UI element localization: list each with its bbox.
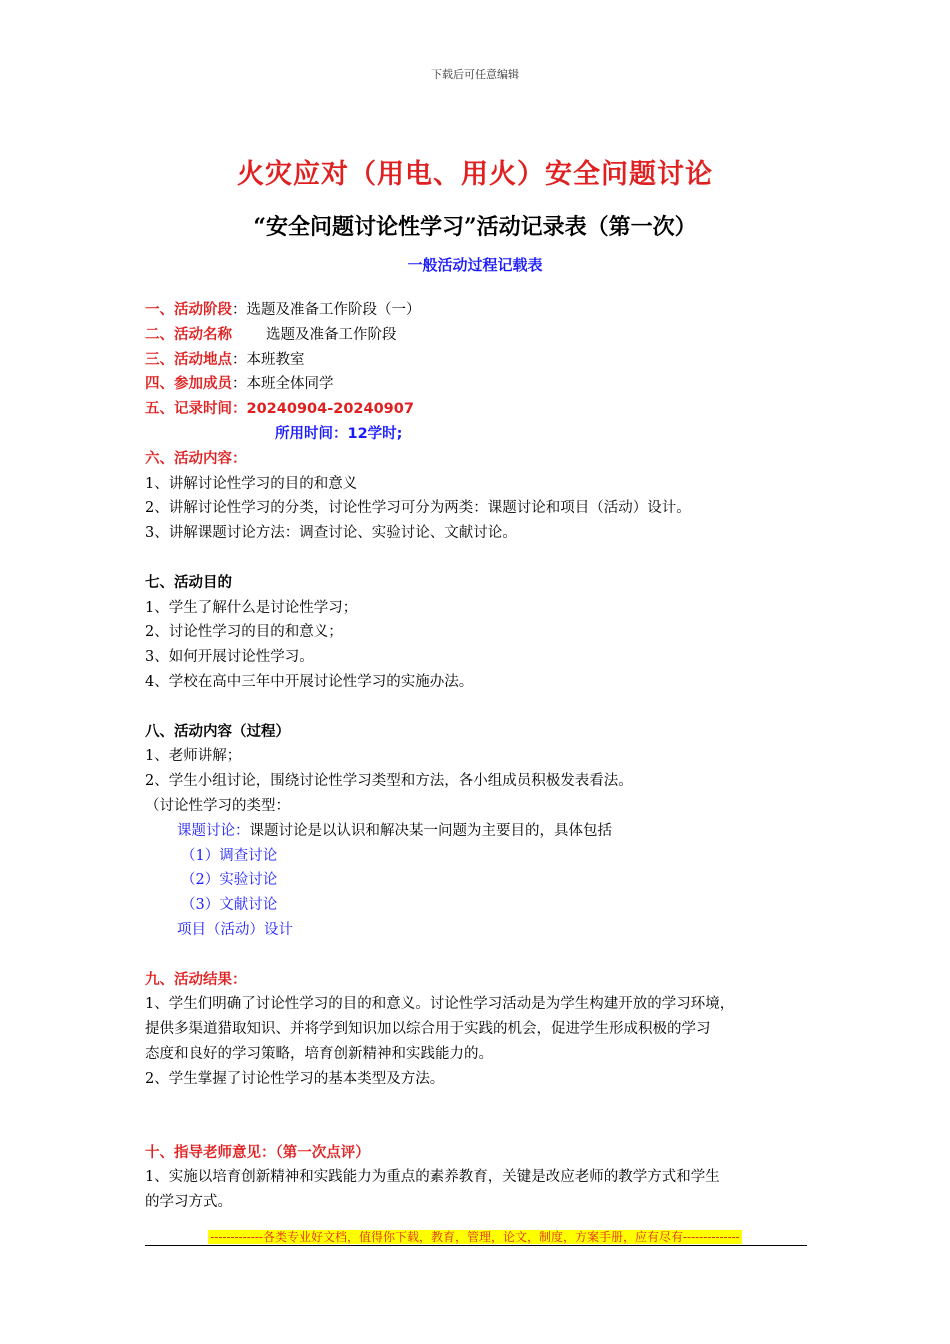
paragraph-line: 1、实施以培育创新精神和实践能力为重点的素养教育，关键是改应老师的教学方式和学生 xyxy=(145,1169,720,1186)
list-item: 4、学校在高中三年中开展讨论性学习的实施办法。 xyxy=(145,673,474,690)
field-stage-label: 一、活动阶段 xyxy=(145,302,232,318)
document-subtitle: “安全问题讨论性学习”活动记录表（第一次） xyxy=(253,214,697,240)
field-stage-value: 选题及准备工作阶段（一） xyxy=(246,302,421,318)
footer-rule xyxy=(145,1245,807,1246)
field-place xyxy=(145,348,825,373)
paragraph-line: 2、学生掌握了讨论性学习的基本类型及方法。 xyxy=(145,1070,445,1087)
field-duration-value: 所用时间：12学时; xyxy=(275,425,403,442)
document-body xyxy=(145,298,825,1215)
field-name-label: 二、活动名称 xyxy=(145,326,232,343)
list-item: 1、老师讲解； xyxy=(145,748,242,765)
field-time xyxy=(145,397,825,422)
section-6-heading: 六、活动内容： xyxy=(145,450,247,467)
field-members-label: 四、参加成员 xyxy=(145,376,232,393)
form-title: 一般活动过程记载表 xyxy=(407,256,543,274)
list-item: 2、讨论性学习的目的和意义； xyxy=(145,624,343,641)
paragraph-line: 1、学生们明确了讨论性学习的目的和意义。讨论性学习活动是为学生构建开放的学习环境， xyxy=(145,996,735,1013)
paragraph-line: 提供多渠道猎取知识、并将学到知识加以综合用于实践的机会，促进学生形成积极的学习 xyxy=(145,1021,711,1038)
paragraph-line: 的学习方式。 xyxy=(145,1194,232,1211)
footer-banner-text: -------------各类专业好文档，值得你下载，教育，管理，论文，制度，方案手册，应有尽有-------------- xyxy=(210,1230,740,1244)
topic-discussion-desc: 课题讨论是以认识和解决某一问题为主要目的，具体包括 xyxy=(249,822,612,839)
list-item: 2、讲解讨论性学习的分类，讨论性学习可分为两类：课题讨论和项目（活动）设计。 xyxy=(145,500,691,517)
field-members-value: 本班全体同学 xyxy=(246,376,334,393)
field-members-sep: ： xyxy=(232,376,247,393)
field-place-value: 本班教室 xyxy=(246,351,305,368)
list-item: 3、如何开展讨论性学习。 xyxy=(145,649,314,666)
field-time-label: 五、记录时间： xyxy=(145,401,247,418)
section-8-heading: 八、活动内容（过程） xyxy=(145,723,290,740)
topic-discussion xyxy=(145,819,825,844)
field-name xyxy=(145,323,825,348)
field-stage xyxy=(145,298,825,323)
subtype-item: （3）文献讨论 xyxy=(181,897,278,914)
field-place-sep: ： xyxy=(232,351,247,368)
subtype-item: （1）调查讨论 xyxy=(181,847,278,864)
list-item: 1、讲解讨论性学习的目的和意义 xyxy=(145,475,358,492)
field-place-label: 三、活动地点 xyxy=(145,351,232,368)
section-10-heading: 十、指导老师意见：（第一次点评） xyxy=(145,1144,370,1161)
types-intro: （讨论性学习的类型： xyxy=(145,797,290,814)
field-duration xyxy=(145,422,825,447)
project-design: 项目（活动）设计 xyxy=(177,921,293,938)
section-7-heading: 七、活动目的 xyxy=(145,574,232,591)
field-time-value: 20240904-20240907 xyxy=(246,401,414,418)
topic-discussion-label: 课题讨论： xyxy=(177,822,250,839)
list-item: 1、学生了解什么是讨论性学习； xyxy=(145,599,358,616)
list-item: 3、讲解课题讨论方法：调查讨论、实验讨论、文献讨论。 xyxy=(145,525,517,542)
document-title: 火灾应对（用电、用火）安全问题讨论 xyxy=(237,159,713,190)
field-stage-sep: ： xyxy=(232,302,247,318)
footer-banner xyxy=(0,1226,950,1245)
field-name-value: 选题及准备工作阶段 xyxy=(266,326,397,343)
subtype-item: （2）实验讨论 xyxy=(181,872,278,889)
section-9-heading: 九、活动结果： xyxy=(145,971,247,988)
field-members xyxy=(145,372,825,397)
list-item: 2、学生小组讨论，围绕讨论性学习类型和方法，各小组成员积极发表看法。 xyxy=(145,773,633,790)
paragraph-line: 态度和良好的学习策略，培育创新精神和实践能力的。 xyxy=(145,1045,493,1062)
page-header: 下载后可任意编辑 xyxy=(431,68,519,81)
